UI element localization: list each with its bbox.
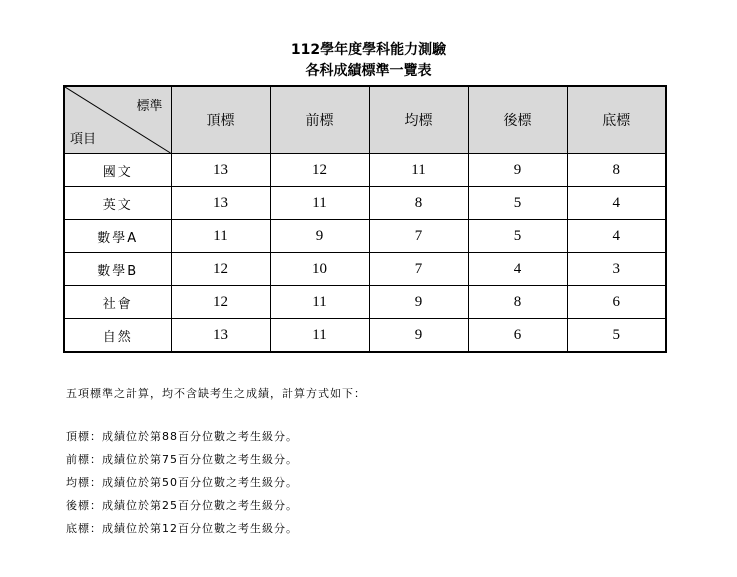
score-cell: 6 [567,286,666,319]
corner-label-item: 項目 [70,132,97,147]
table-row [64,253,666,286]
score-cell: 12 [171,253,270,286]
document-subtitle: 各科成績標準一覽表 [305,63,432,79]
score-cell: 13 [171,319,270,353]
header-cell: 底標 [567,86,666,154]
score-cell: 6 [468,319,567,353]
score-standards-table [63,85,667,353]
subject-cell: 數學B [64,253,171,286]
score-cell: 9 [369,319,468,353]
score-cell: 12 [270,154,369,187]
table-row [64,286,666,319]
subject-cell: 數學A [64,220,171,253]
score-cell: 11 [270,286,369,319]
subject-cell: 英文 [64,187,171,220]
note-item: 後標：成績位於第25百分位數之考生級分。 [66,499,298,512]
score-cell: 12 [171,286,270,319]
score-cell: 13 [171,154,270,187]
score-cell: 11 [270,319,369,353]
note-item: 均標：成績位於第50百分位數之考生級分。 [66,476,298,489]
subject-cell: 社會 [64,286,171,319]
notes-intro: 五項標準之計算，均不含缺考生之成績，計算方式如下： [66,387,366,400]
header-cell: 前標 [270,86,369,154]
score-cell: 9 [270,220,369,253]
note-item: 底標：成績位於第12百分位數之考生級分。 [66,522,298,535]
table-row [64,319,666,353]
corner-label-standard: 標準 [136,99,163,114]
corner-header-cell [64,86,171,154]
score-cell: 5 [468,220,567,253]
score-cell: 11 [171,220,270,253]
score-cell: 4 [567,220,666,253]
subject-cell: 自然 [64,319,171,353]
header-cell: 頂標 [171,86,270,154]
score-cell: 7 [369,253,468,286]
score-cell: 3 [567,253,666,286]
score-cell: 5 [468,187,567,220]
subject-cell: 國文 [64,154,171,187]
score-cell: 10 [270,253,369,286]
note-item: 前標：成績位於第75百分位數之考生級分。 [66,453,298,466]
score-cell: 4 [567,187,666,220]
note-item: 頂標：成績位於第88百分位數之考生級分。 [66,430,298,443]
table-row [64,187,666,220]
document-title: 112學年度學科能力測驗 [290,42,447,58]
header-cell: 後標 [468,86,567,154]
score-cell: 11 [270,187,369,220]
score-cell: 9 [369,286,468,319]
header-cell: 均標 [369,86,468,154]
score-cell: 11 [369,154,468,187]
header-row [64,86,666,154]
score-cell: 5 [567,319,666,353]
score-cell: 8 [468,286,567,319]
score-cell: 13 [171,187,270,220]
score-cell: 4 [468,253,567,286]
score-cell: 9 [468,154,567,187]
score-cell: 7 [369,220,468,253]
table-row [64,220,666,253]
table-row [64,154,666,187]
score-cell: 8 [369,187,468,220]
score-cell: 8 [567,154,666,187]
